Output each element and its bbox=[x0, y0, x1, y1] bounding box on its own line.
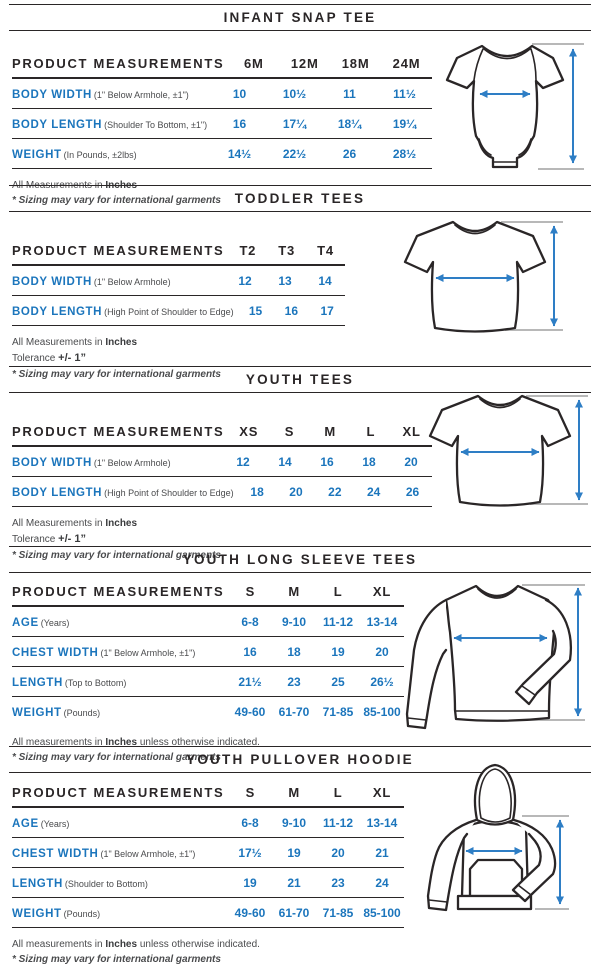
row-label: CHEST WIDTH bbox=[12, 647, 99, 659]
table-row bbox=[12, 79, 432, 109]
cell-value: 6-8 bbox=[241, 615, 259, 629]
table-row bbox=[12, 838, 404, 868]
cell-value: 61-70 bbox=[278, 906, 310, 920]
footnotes bbox=[12, 937, 600, 967]
column-header: T2 bbox=[239, 243, 257, 258]
cell-value: 20 bbox=[331, 846, 345, 860]
tolerance-footnote: Tolerance +/- 1” bbox=[12, 352, 86, 364]
column-header: XL bbox=[372, 584, 392, 599]
cell-value: 49-60 bbox=[234, 705, 266, 719]
measurements-footnote: All Measurements in Inches bbox=[12, 518, 138, 529]
cell-value: 18 bbox=[287, 645, 301, 659]
cell-value: 85-100 bbox=[363, 705, 401, 719]
cell-value: 22 bbox=[328, 485, 342, 499]
cell-value: 16 bbox=[284, 304, 299, 318]
cell-value: 18 bbox=[250, 485, 264, 499]
cell-value: 20 bbox=[289, 485, 303, 499]
cell-value: 23 bbox=[331, 876, 345, 890]
cell-value: 12 bbox=[238, 274, 252, 288]
column-header: 6M bbox=[244, 56, 264, 71]
row-label: BODY WIDTH bbox=[12, 276, 92, 288]
table-row bbox=[12, 697, 404, 726]
column-header: L bbox=[333, 584, 343, 599]
cell-value: 21 bbox=[287, 876, 301, 890]
measurements-footnote: All Measurements in Inches bbox=[12, 337, 138, 348]
table-row bbox=[12, 667, 404, 697]
cell-value: 16 bbox=[320, 455, 334, 469]
cell-value: 85-100 bbox=[363, 906, 401, 920]
cell-value: 23 bbox=[287, 675, 301, 689]
sizing-footnote: * Sizing may vary for international garments bbox=[12, 954, 221, 965]
cell-value: 71-85 bbox=[322, 705, 354, 719]
section-title: YOUTH LONG SLEEVE TEES bbox=[9, 546, 591, 573]
column-header: L bbox=[366, 424, 376, 439]
cell-value: 25 bbox=[331, 675, 345, 689]
cell-value: 11-12 bbox=[322, 816, 354, 830]
cell-value: 14½ bbox=[227, 147, 252, 161]
row-note: (Pounds) bbox=[63, 909, 101, 919]
left-sleeve bbox=[407, 600, 446, 728]
cell-value: 16 bbox=[232, 117, 247, 131]
column-header: S bbox=[245, 584, 256, 599]
row-label: LENGTH bbox=[12, 878, 63, 890]
toddler-tee-illustration bbox=[383, 212, 568, 347]
cell-value: 13-14 bbox=[366, 615, 398, 629]
table-row bbox=[12, 447, 432, 477]
row-note: (Top to Bottom) bbox=[64, 678, 127, 688]
garment-outline bbox=[430, 396, 570, 506]
cell-value: 19 bbox=[243, 876, 257, 890]
cell-value: 14 bbox=[318, 274, 332, 288]
size-table bbox=[12, 239, 345, 326]
garment-outline bbox=[446, 586, 555, 721]
cell-value: 17 bbox=[320, 304, 334, 318]
column-header: T4 bbox=[317, 243, 334, 258]
cell-value: 17½ bbox=[238, 846, 262, 860]
table-header-row bbox=[12, 580, 404, 607]
size-table bbox=[12, 420, 432, 507]
table-row bbox=[12, 808, 404, 838]
cell-value: 16 bbox=[243, 645, 257, 659]
cell-value: 24 bbox=[367, 485, 381, 499]
cell-value: 11 bbox=[343, 87, 356, 101]
column-header: XL bbox=[402, 424, 421, 439]
table-header-row bbox=[12, 420, 432, 447]
row-note: (High Point of Shoulder to Edge) bbox=[104, 307, 234, 317]
table-header-label: PRODUCT MEASUREMENTS bbox=[12, 243, 225, 258]
row-note: (1" Below Armhole, ±1") bbox=[100, 849, 196, 859]
table-row bbox=[12, 296, 345, 326]
table-header-label: PRODUCT MEASUREMENTS bbox=[12, 785, 225, 800]
column-header: S bbox=[245, 785, 256, 800]
cell-value: 13 bbox=[278, 274, 292, 288]
cell-value: 22½ bbox=[282, 147, 307, 161]
sizing-footnote: * Sizing may vary for international garments bbox=[12, 368, 221, 380]
youth-pullover-hoodie-illustration bbox=[420, 756, 572, 921]
column-header: 12M bbox=[290, 56, 319, 71]
cell-value: 20 bbox=[375, 645, 389, 659]
table-row bbox=[12, 898, 404, 928]
table-header-row bbox=[12, 52, 432, 79]
table-row bbox=[12, 607, 404, 637]
cell-value: 26½ bbox=[370, 675, 394, 689]
column-header: L bbox=[333, 785, 343, 800]
cell-value: 14 bbox=[278, 455, 292, 469]
section-title: INFANT SNAP TEE bbox=[9, 4, 591, 31]
row-note: (1" Below Armhole) bbox=[93, 458, 171, 468]
cell-value: 24 bbox=[375, 876, 389, 890]
infant-bodysuit-illustration bbox=[432, 34, 587, 174]
cell-value: 11-12 bbox=[322, 615, 354, 629]
cell-value: 21½ bbox=[238, 675, 262, 689]
column-header: M bbox=[288, 584, 301, 599]
cell-value: 20 bbox=[404, 455, 418, 469]
cell-value: 19¼ bbox=[392, 117, 417, 131]
row-label: BODY LENGTH bbox=[12, 487, 103, 499]
cell-value: 28½ bbox=[392, 147, 417, 161]
sizing-footnote: * Sizing may vary for international garments bbox=[12, 752, 221, 763]
row-note: (1" Below Armhole, ±1") bbox=[93, 90, 189, 100]
garment-outline bbox=[405, 222, 545, 332]
table-header-row bbox=[12, 781, 404, 808]
measurements-footnote: All measurements in Inches unless otherwise indicated. bbox=[12, 737, 260, 748]
column-header: XL bbox=[372, 785, 392, 800]
cell-value: 21 bbox=[375, 846, 389, 860]
table-row bbox=[12, 266, 345, 296]
row-label: BODY WIDTH bbox=[12, 457, 92, 469]
sizing-footnote: * Sizing may vary for international garments bbox=[12, 195, 221, 206]
section-title: TODDLER TEES bbox=[9, 185, 591, 212]
garment-outline bbox=[447, 46, 563, 167]
table-row bbox=[12, 637, 404, 667]
cell-value: 49-60 bbox=[234, 906, 266, 920]
column-header: T3 bbox=[278, 243, 296, 258]
table-row bbox=[12, 868, 404, 898]
cell-value: 12 bbox=[236, 455, 250, 469]
section-youth-pullover-hoodie bbox=[0, 746, 600, 965]
cell-value: 26 bbox=[342, 147, 357, 161]
size-table bbox=[12, 52, 432, 169]
row-label: BODY LENGTH bbox=[12, 306, 103, 318]
row-label: WEIGHT bbox=[12, 908, 62, 920]
row-label: CHEST WIDTH bbox=[12, 848, 99, 860]
row-note: (Years) bbox=[40, 819, 70, 829]
measurements-footnote: All Measurements in Inches bbox=[12, 180, 138, 191]
table-row bbox=[12, 477, 432, 507]
row-note: (Years) bbox=[40, 618, 70, 628]
row-label: BODY WIDTH bbox=[12, 89, 92, 101]
cell-value: 17¼ bbox=[282, 117, 307, 131]
youth-tee-illustration bbox=[408, 386, 593, 521]
sizing-footnote: * Sizing may vary for international garments bbox=[12, 549, 221, 561]
cell-value: 10 bbox=[232, 87, 247, 101]
cell-value: 9-10 bbox=[281, 816, 307, 830]
section-title: YOUTH TEES bbox=[9, 366, 591, 393]
row-note: (Pounds) bbox=[63, 708, 101, 718]
column-header: XS bbox=[239, 424, 259, 439]
size-table bbox=[12, 781, 404, 928]
size-table bbox=[12, 580, 404, 726]
row-label: BODY LENGTH bbox=[12, 119, 103, 131]
cell-value: 13-14 bbox=[366, 816, 398, 830]
row-label: AGE bbox=[12, 818, 39, 830]
row-note: (1" Below Armhole) bbox=[93, 277, 171, 287]
cell-value: 15 bbox=[248, 304, 263, 318]
column-header: 24M bbox=[392, 56, 421, 71]
tolerance-footnote: Tolerance +/- 1” bbox=[12, 533, 86, 545]
section-title: YOUTH PULLOVER HOODIE bbox=[9, 746, 591, 773]
measurements-footnote: All measurements in Inches unless otherwise indicated. bbox=[12, 939, 260, 950]
column-header: 18M bbox=[341, 56, 370, 71]
row-note: (In Pounds, ±2lbs) bbox=[63, 150, 137, 160]
table-header-label: PRODUCT MEASUREMENTS bbox=[12, 584, 225, 599]
row-label: WEIGHT bbox=[12, 149, 62, 161]
cell-value: 19 bbox=[287, 846, 301, 860]
row-note: (Shoulder To Bottom, ±1") bbox=[104, 120, 208, 130]
table-header-label: PRODUCT MEASUREMENTS bbox=[12, 56, 225, 71]
youth-long-sleeve-tee-illustration bbox=[398, 574, 588, 734]
column-header: S bbox=[284, 424, 295, 439]
row-note: (Shoulder to Bottom) bbox=[64, 879, 148, 889]
table-row bbox=[12, 139, 432, 169]
column-header: M bbox=[324, 424, 337, 439]
table-row bbox=[12, 109, 432, 139]
cell-value: 11½ bbox=[393, 87, 416, 101]
cell-value: 18¼ bbox=[337, 117, 362, 131]
cell-value: 71-85 bbox=[322, 906, 354, 920]
row-label: LENGTH bbox=[12, 677, 63, 689]
row-label: WEIGHT bbox=[12, 707, 62, 719]
cell-value: 61-70 bbox=[278, 705, 310, 719]
column-header: M bbox=[288, 785, 301, 800]
row-note: (High Point of Shoulder to Edge) bbox=[104, 488, 234, 498]
row-note: (1" Below Armhole, ±1") bbox=[100, 648, 196, 658]
cell-value: 19 bbox=[331, 645, 345, 659]
table-header-row bbox=[12, 239, 345, 266]
cell-value: 10½ bbox=[282, 87, 307, 101]
cell-value: 18 bbox=[362, 455, 376, 469]
row-label: AGE bbox=[12, 617, 39, 629]
cell-value: 9-10 bbox=[281, 615, 307, 629]
cell-value: 6-8 bbox=[241, 816, 259, 830]
table-header-label: PRODUCT MEASUREMENTS bbox=[12, 424, 225, 439]
cell-value: 26 bbox=[405, 485, 420, 499]
